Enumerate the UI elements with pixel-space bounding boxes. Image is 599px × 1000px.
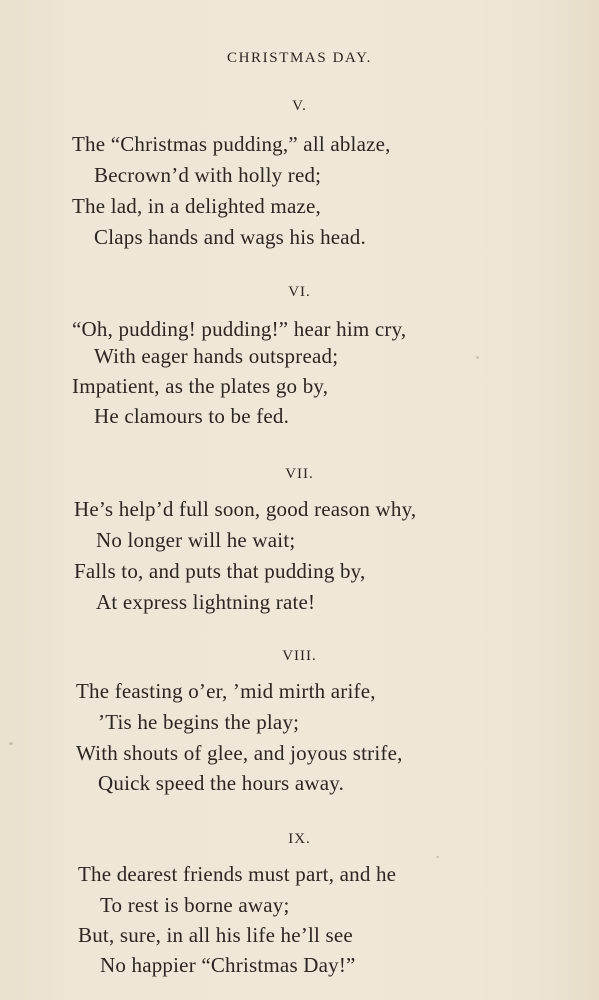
poem-line: To rest is borne away;: [100, 893, 290, 917]
poem-line: At express lightning rate!: [96, 590, 316, 614]
poem-line: The lad, in a delighted maze,: [72, 194, 321, 218]
poem-line: No longer will he wait;: [96, 528, 296, 552]
poem-line: The “Christmas pudding,” all ablaze,: [72, 132, 391, 156]
poem-line: “Oh, pudding! pudding!” hear him cry,: [72, 317, 407, 341]
poem-line: The feasting o’er, ’mid mirth arife,: [76, 679, 376, 703]
running-header: CHRISTMAS DAY.: [227, 50, 372, 66]
poem-line: ’Tis he begins the play;: [98, 710, 300, 734]
stanza-numeral: VIII.: [282, 648, 317, 664]
poem-line: But, sure, in all his life he’ll see: [78, 923, 353, 947]
poem-line: No happier “Christmas Day!”: [100, 953, 356, 977]
stanza-numeral: V.: [292, 98, 307, 114]
poem-line: Becrown’d with holly red;: [94, 163, 322, 187]
poem-line: With eager hands outspread;: [94, 344, 339, 368]
poem-line: He clamours to be fed.: [94, 404, 290, 428]
paper-speck: [9, 742, 13, 745]
poem-line: Impatient, as the plates go by,: [72, 374, 329, 398]
poem-line: He’s help’d full soon, good reason why,: [74, 497, 417, 521]
stanza-numeral: IX.: [288, 831, 311, 847]
stanza-numeral: VI.: [288, 284, 311, 300]
poem-line: Claps hands and wags his head.: [94, 225, 366, 249]
poem-line: With shouts of glee, and joyous strife,: [76, 741, 403, 765]
poem-line: Falls to, and puts that pudding by,: [74, 559, 366, 583]
poem-line: Quick speed the hours away.: [98, 771, 345, 795]
poem-line: The dearest friends must part, and he: [78, 862, 397, 886]
paper-speck: [436, 856, 439, 858]
paper-speck: [476, 356, 479, 359]
stanza-numeral: VII.: [285, 466, 314, 482]
